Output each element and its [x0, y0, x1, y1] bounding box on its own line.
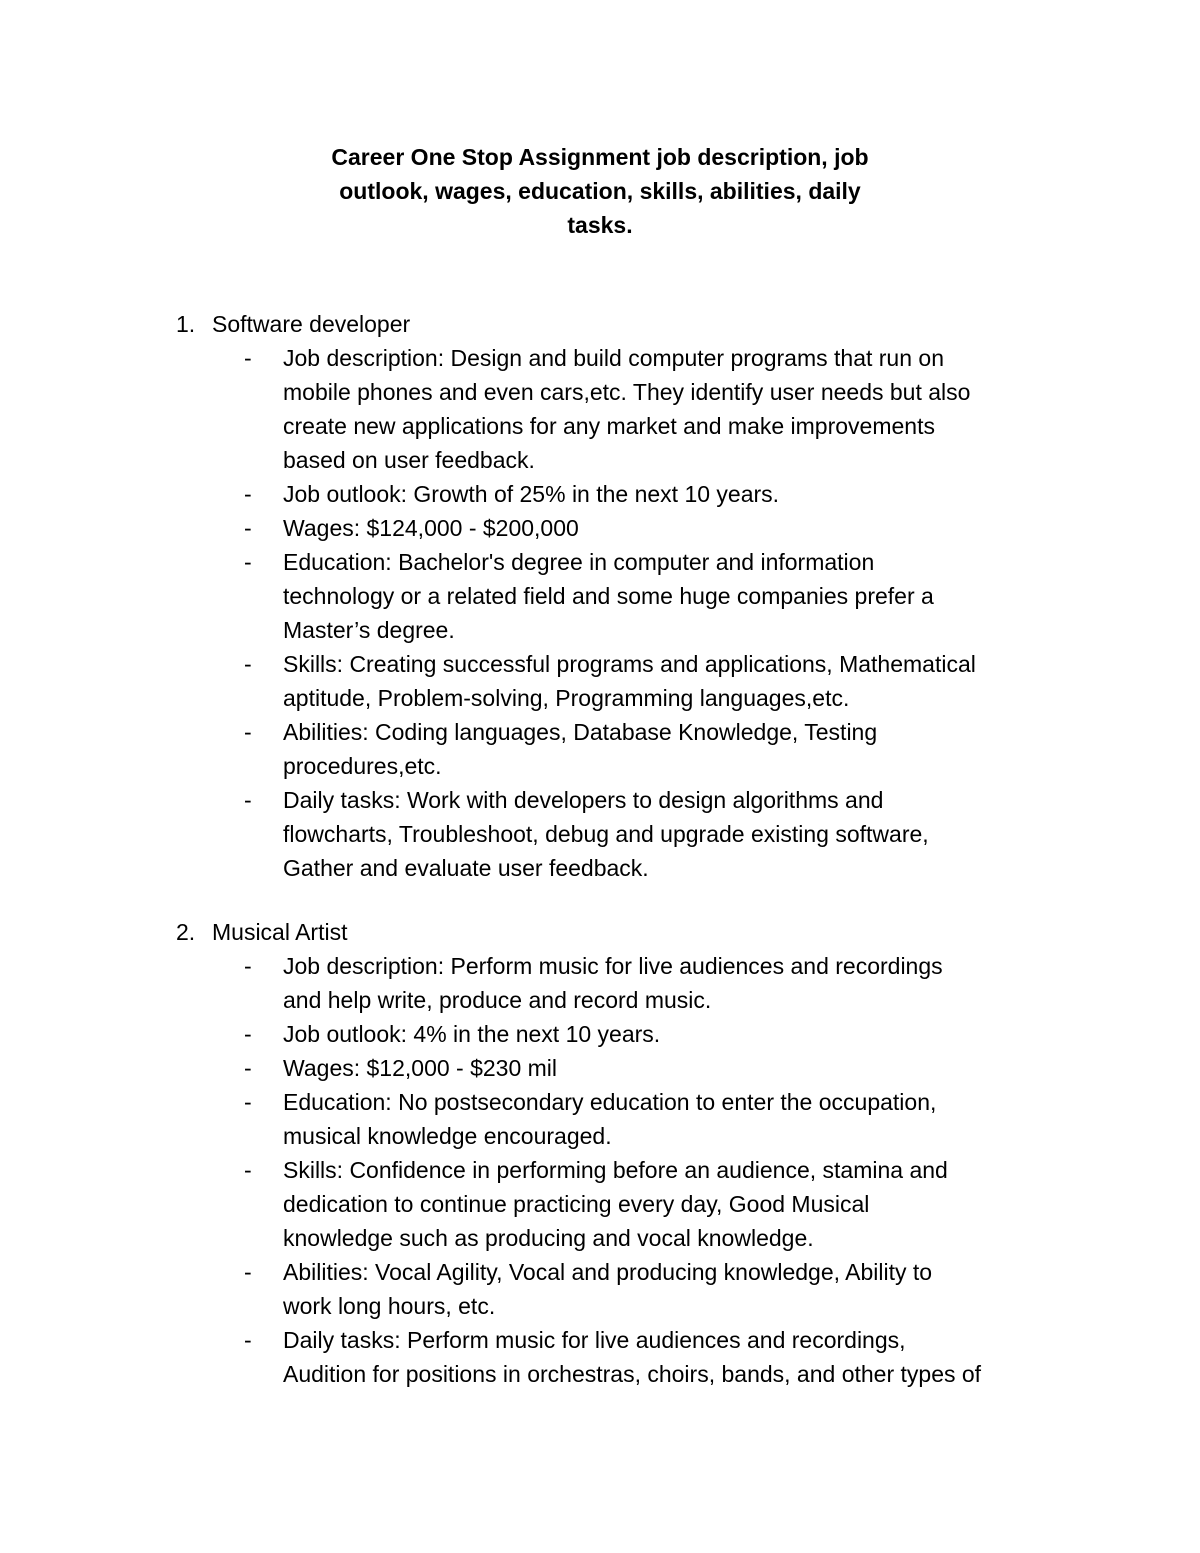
bullet-dash: - [244, 719, 252, 745]
bullet-dash: - [244, 1055, 252, 1081]
bullet-line: dedication to continue practicing every day, Good Musical [283, 1191, 870, 1217]
section-title: Software developer [212, 311, 411, 337]
list-number: 2. [176, 919, 196, 945]
bullet-job-outlook [0, 1017, 1200, 1051]
bullet-line: knowledge such as producing and vocal knowledge. [283, 1225, 814, 1251]
bullet-abilities [0, 1255, 1200, 1323]
list-number: 1. [176, 311, 196, 337]
bullet-daily-tasks [0, 783, 1200, 885]
bullet-skills [0, 647, 1200, 715]
bullet-line: work long hours, etc. [283, 1293, 496, 1319]
bullet-dash: - [244, 787, 252, 813]
bullet-job-outlook [0, 477, 1200, 511]
bullet-line: Job outlook: 4% in the next 10 years. [283, 1021, 661, 1047]
section-musical-artist [0, 915, 1200, 1391]
bullet-line: Job outlook: Growth of 25% in the next 10 years. [283, 481, 780, 507]
bullet-line: procedures,etc. [283, 753, 442, 779]
bullet-dash: - [244, 345, 252, 371]
title-line: outlook, wages, education, skills, abilities, daily [339, 178, 861, 204]
bullet-dash: - [244, 1327, 252, 1353]
bullet-line: Skills: Confidence in performing before an audience, stamina and [283, 1157, 948, 1183]
bullet-skills [0, 1153, 1200, 1255]
bullet-line: Education: No postsecondary education to enter the occupation, [283, 1089, 937, 1115]
bullet-dash: - [244, 953, 252, 979]
bullet-dash: - [244, 481, 252, 507]
bullet-dash: - [244, 1157, 252, 1183]
bullet-line: Abilities: Coding languages, Database Knowledge, Testing [283, 719, 878, 745]
bullet-line: flowcharts, Troubleshoot, debug and upgrade existing software, [283, 821, 929, 847]
bullet-line: Abilities: Vocal Agility, Vocal and producing knowledge, Ability to [283, 1259, 933, 1285]
bullet-line: Daily tasks: Perform music for live audiences and recordings, [283, 1327, 906, 1353]
bullet-dash: - [244, 549, 252, 575]
section-heading [0, 307, 1200, 341]
bullet-dash: - [244, 515, 252, 541]
bullet-line: Skills: Creating successful programs and applications, Mathematical [283, 651, 976, 677]
bullet-line: based on user feedback. [283, 447, 535, 473]
bullet-education [0, 545, 1200, 647]
bullet-dash: - [244, 1089, 252, 1115]
bullet-daily-tasks [0, 1323, 1200, 1391]
bullet-dash: - [244, 651, 252, 677]
title-line: tasks. [567, 212, 633, 238]
bullet-job-description [0, 341, 1200, 477]
section-software-developer [0, 307, 1200, 885]
bullet-line: Wages: $12,000 - $230 mil [283, 1055, 558, 1081]
bullet-dash: - [244, 1259, 252, 1285]
section-title: Musical Artist [212, 919, 348, 945]
bullet-line: Audition for positions in orchestras, choirs, bands, and other types of [283, 1361, 982, 1387]
bullet-line: musical knowledge encouraged. [283, 1123, 612, 1149]
bullet-line: create new applications for any market and make improvements [283, 413, 935, 439]
document-title [300, 140, 900, 242]
bullet-line: technology or a related field and some huge companies prefer a [283, 583, 934, 609]
section-heading [0, 915, 1200, 949]
bullet-job-description [0, 949, 1200, 1017]
bullet-line: Education: Bachelor's degree in computer and information [283, 549, 875, 575]
bullet-line: and help write, produce and record music. [283, 987, 712, 1013]
bullet-line: Wages: $124,000 - $200,000 [283, 515, 579, 541]
bullet-wages [0, 1051, 1200, 1085]
bullet-line: Job description: Design and build computer programs that run on [283, 345, 944, 371]
bullet-wages [0, 511, 1200, 545]
bullet-line: mobile phones and even cars,etc. They identify user needs but also [283, 379, 971, 405]
title-line: Career One Stop Assignment job description, job [331, 144, 869, 170]
bullet-line: aptitude, Problem-solving, Programming languages,etc. [283, 685, 850, 711]
bullet-line: Daily tasks: Work with developers to design algorithms and [283, 787, 884, 813]
bullet-line: Gather and evaluate user feedback. [283, 855, 649, 881]
bullet-abilities [0, 715, 1200, 783]
bullet-education [0, 1085, 1200, 1153]
bullet-line: Job description: Perform music for live audiences and recordings [283, 953, 943, 979]
bullet-dash: - [244, 1021, 252, 1047]
bullet-line: Master’s degree. [283, 617, 455, 643]
